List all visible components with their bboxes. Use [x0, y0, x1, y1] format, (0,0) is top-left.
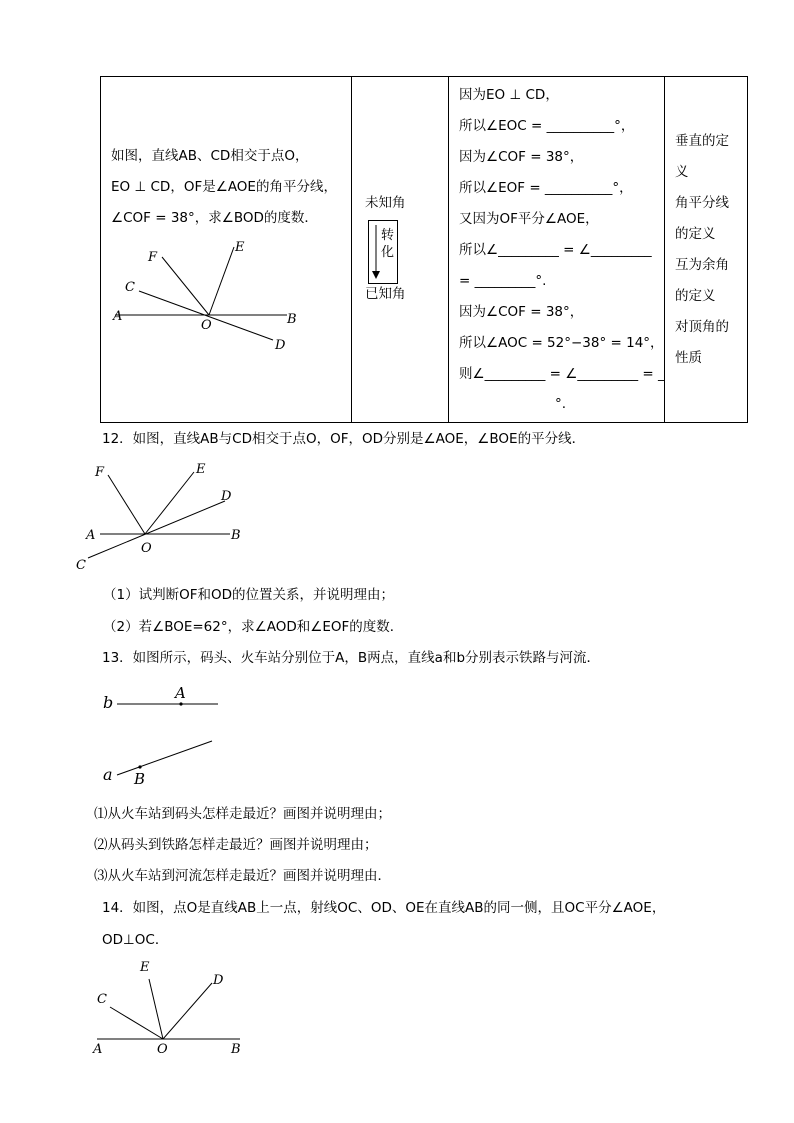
label-c: C: [125, 280, 135, 295]
ray-of: [162, 257, 209, 315]
down-arrow-icon: [372, 225, 380, 279]
reason-4b: 性质: [675, 350, 702, 366]
step-9: 所以∠AOC = 52°−38° = 14°，: [459, 335, 664, 351]
ray-od: [163, 983, 212, 1039]
q13-part1: ⑴从火车站到码头怎样走最近？画图并说明理由；: [94, 806, 391, 822]
unknown-angle-text: 未知角: [365, 195, 406, 211]
figure-1: [101, 77, 351, 422]
label-d: D: [213, 973, 224, 988]
problem-cell: [101, 77, 352, 423]
problem-line-3: ∠COF = 38°，求∠BOD的度数．: [111, 210, 318, 226]
q14-title-line1: 14．如图，点O是直线AB上一点，射线OC、OD、OE在直线AB的同一侧，且OC平分∠AOE，: [102, 900, 666, 916]
label-a: A: [86, 528, 96, 543]
ray-oe: [209, 247, 234, 315]
step-5: 又因为OF平分∠AOE，: [459, 211, 599, 227]
label-f: F: [148, 250, 158, 265]
point-a: [179, 702, 182, 705]
steps-cell: [449, 77, 665, 423]
figure-4: [85, 955, 255, 1065]
solution-table: [100, 76, 748, 423]
line-a: [117, 741, 212, 775]
label-o: O: [141, 541, 152, 556]
known-angle-text: 已知角: [365, 286, 406, 302]
label-b-line: b: [103, 693, 114, 712]
step-8: 因为∠COF = 38°，: [459, 304, 584, 320]
label-c: C: [97, 992, 107, 1007]
label-a: A: [113, 309, 123, 324]
label-b: B: [287, 312, 297, 327]
transform-box: [368, 220, 398, 284]
ray-oe: [145, 472, 194, 534]
label-e: E: [196, 462, 206, 477]
q12-part1: （1）试判断OF和OD的位置关系，并说明理由；: [103, 587, 395, 603]
q13-part2: ⑵从码头到铁路怎样走最近？画图并说明理由；: [94, 837, 378, 853]
reasons-cell: [665, 77, 748, 423]
problem-line-2: EO ⊥ CD，OF是∠AOE的角平分线，: [111, 179, 337, 195]
ray-oc: [110, 1007, 163, 1039]
step-1: 因为EO ⊥ CD，: [459, 87, 559, 103]
reason-4a: 对顶角的: [675, 319, 729, 335]
label-o: O: [201, 318, 212, 333]
label-a: A: [93, 1042, 103, 1057]
step-2: 所以∠EOC = __________°，: [459, 118, 635, 134]
reason-3a: 互为余角: [675, 257, 729, 273]
reason-3b: 的定义: [675, 288, 716, 304]
figure-2: [70, 455, 270, 580]
q14-title-line2: OD⊥OC．: [102, 932, 169, 948]
figure-3: [95, 680, 235, 790]
label-e: E: [235, 240, 245, 255]
q13-part3: ⑶从火车站到河流怎样走最近？画图并说明理由．: [94, 868, 391, 884]
q13-title: 13．如图所示，码头、火车站分别位于A，B两点，直线a和b分别表示铁路与河流．: [102, 650, 601, 666]
label-c: C: [76, 558, 86, 573]
problem-line-1: 如图，直线AB、CD相交于点O，: [111, 148, 309, 164]
label-o: O: [157, 1042, 168, 1057]
ray-of: [108, 475, 145, 534]
step-7: = _________°.: [459, 273, 547, 289]
reason-1a: 垂直的定: [675, 133, 729, 149]
label-b-point: B: [134, 770, 146, 788]
transform-cell: [352, 77, 449, 423]
step-4: 所以∠EOF = __________°，: [459, 180, 633, 196]
label-f: F: [95, 465, 105, 480]
reason-2b: 的定义: [675, 226, 716, 242]
label-b: B: [231, 1042, 241, 1057]
step-10: 则∠_________ = ∠_________ = _: [459, 366, 665, 382]
q12-part2: （2）若∠BOE=62°，求∠AOD和∠EOF的度数．: [103, 619, 404, 635]
ray-oe: [149, 979, 163, 1039]
label-a-line: a: [103, 765, 113, 784]
line-cd: [88, 501, 225, 558]
step-6: 所以∠_________ = ∠_________: [459, 242, 652, 258]
transform-text: 转化: [381, 228, 395, 260]
reason-2a: 角平分线: [675, 195, 729, 211]
point-b: [138, 765, 141, 768]
label-d: D: [275, 338, 286, 353]
label-b: B: [231, 528, 241, 543]
label-a-point: A: [175, 684, 186, 702]
reason-1b: 义: [675, 164, 689, 180]
label-d: D: [221, 489, 232, 504]
step-11: °.: [555, 396, 567, 412]
step-3: 因为∠COF = 38°，: [459, 149, 584, 165]
label-e: E: [140, 960, 150, 975]
q12-title: 12．如图，直线AB与CD相交于点O，OF，OD分别是∠AOE，∠BOE的平分线．: [102, 431, 586, 447]
